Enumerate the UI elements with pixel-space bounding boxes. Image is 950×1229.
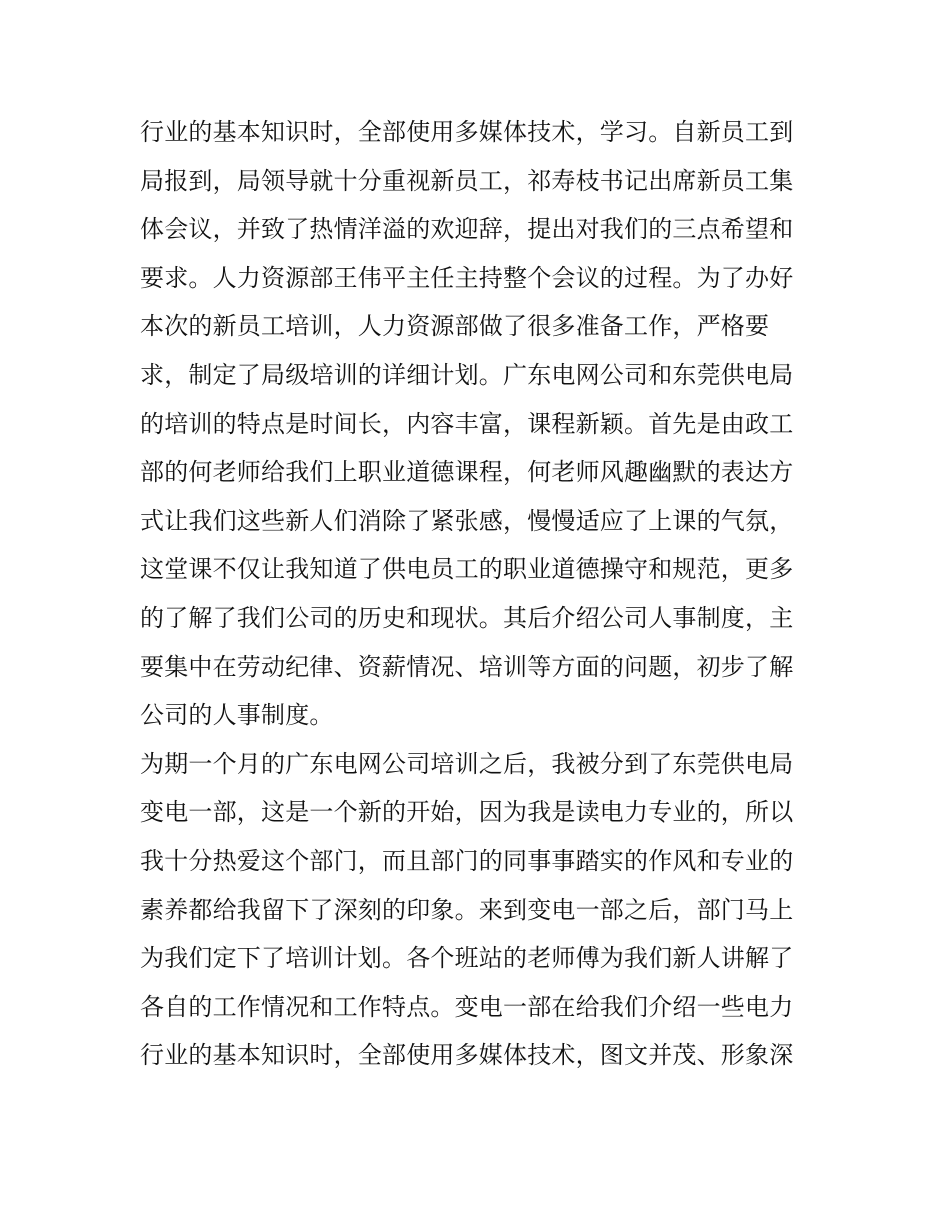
text-line: 求，制定了局级培训的详细计划。广东电网公司和东莞供电局 xyxy=(140,360,794,389)
text-line: 要求。人力资源部王伟平主任主持整个会议的过程。为了办好 xyxy=(140,263,794,292)
body-text xyxy=(140,108,820,1080)
text-line: 的了解了我们公司的历史和现状。其后介绍公司人事制度，主 xyxy=(140,603,794,632)
text-line: 素养都给我留下了深刻的印象。来到变电一部之后，部门马上 xyxy=(140,895,794,924)
text-line: 要集中在劳动纪律、资薪情况、培训等方面的问题，初步了解 xyxy=(140,652,794,681)
text-line: 为我们定下了培训计划。各个班站的老师傅为我们新人讲解了 xyxy=(140,944,794,973)
text-line: 变电一部，这是一个新的开始，因为我是读电力专业的，所以 xyxy=(140,798,794,827)
text-line: 式让我们这些新人们消除了紧张感，慢慢适应了上课的气氛， xyxy=(140,506,794,535)
text-line: 行业的基本知识时，全部使用多媒体技术，图文并茂、形象深 xyxy=(140,1041,794,1070)
text-line: 体会议，并致了热情洋溢的欢迎辞，提出对我们的三点希望和 xyxy=(140,215,794,244)
text-line: 这堂课不仅让我知道了供电员工的职业道德操守和规范，更多 xyxy=(140,555,794,584)
text-line: 为期一个月的广东电网公司培训之后，我被分到了东莞供电局 xyxy=(140,749,794,778)
text-line: 的培训的特点是时间长，内容丰富，课程新颖。首先是由政工 xyxy=(140,409,794,438)
text-line: 行业的基本知识时，全部使用多媒体技术，学习。自新员工到 xyxy=(140,118,794,146)
text-line: 局报到，局领导就十分重视新员工，祁寿枝书记出席新员工集 xyxy=(140,166,794,195)
text-line: 公司的人事制度。 xyxy=(140,701,334,730)
text-line: 我十分热爱这个部门，而且部门的同事事踏实的作风和专业的 xyxy=(140,846,794,875)
text-line: 各自的工作情况和工作特点。变电一部在给我们介绍一些电力 xyxy=(140,992,794,1021)
text-line: 部的何老师给我们上职业道德课程，何老师风趣幽默的表达方 xyxy=(140,458,794,487)
text-line: 本次的新员工培训，人力资源部做了很多准备工作，严格要 xyxy=(140,312,770,341)
